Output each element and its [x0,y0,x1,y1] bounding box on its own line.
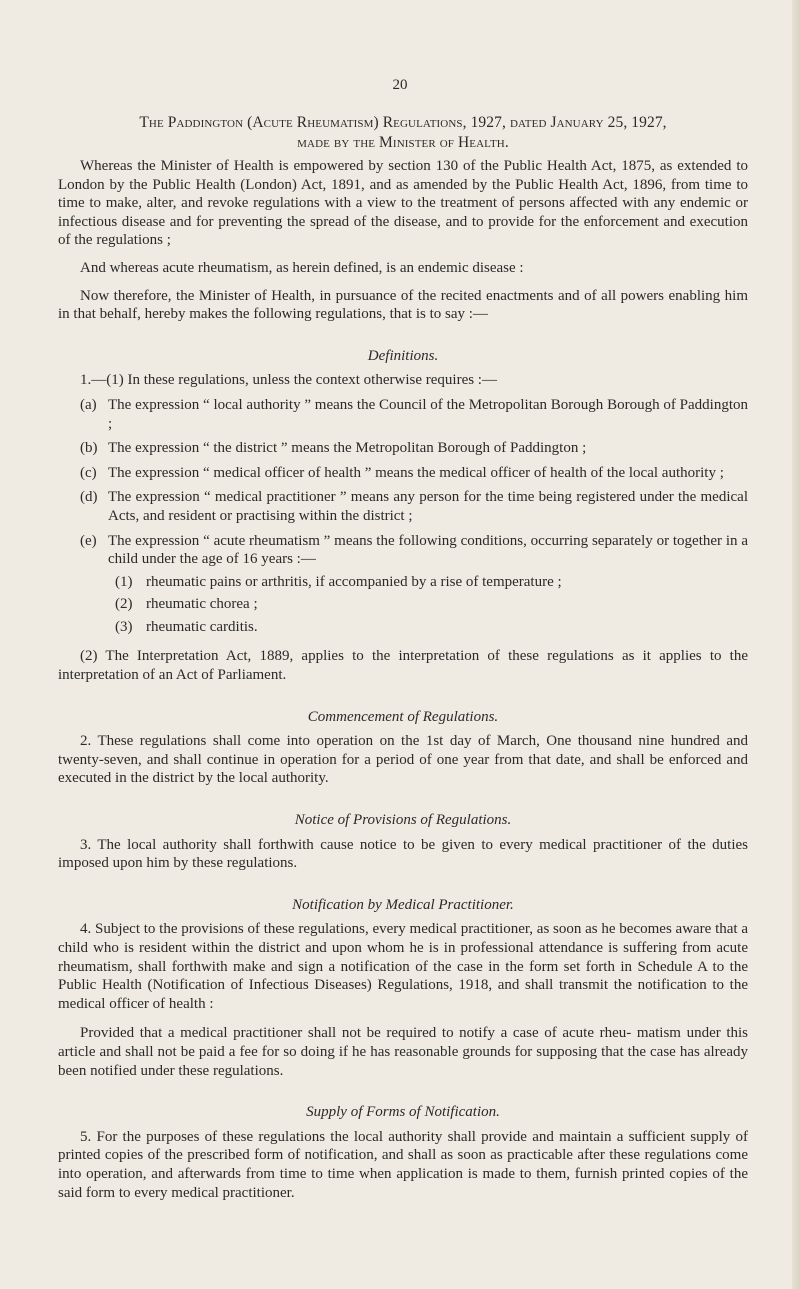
definition-marker: (b) [80,440,98,457]
preamble-whereas: Whereas the Minister of Health is empowered by section 130 of the Public Health Act, 1875, as extended to London by the Public Health (London) Act, 1891, and as amended by the Public Health Act, 1896, from time to time to make, alter, and revoke regulations with a view to the treatment of persons affected with any endemic or infectious disease and for preventing the spread of the disease, and to provide for the enforcement and execution of the regulations ; [58,158,748,249]
definition-text: The expression “ medical officer of health ” means the medical officer of health of the local authority ; [108,464,724,481]
title-date: 25, 1927, [603,114,667,131]
condition-text: rheumatic chorea ; [146,596,258,613]
condition-text: rheumatic carditis. [146,618,258,635]
page-edge [792,0,800,1289]
definition-item [58,488,748,525]
title-name: The Paddington (Acute Rheumatism) Regulations [139,114,463,131]
section-heading-notice: Notice of Provisions of Regulations. [294,812,512,829]
condition-marker: (1) [115,573,133,590]
definition-item [58,439,748,458]
condition-item [58,595,748,614]
supply-paragraph: 5. For the purposes of these regulations the local authority shall provide and maintain a sufficient supply of printed copies of the prescribed form of notification, and shall as soon as practicable after these regulations come into operation, and afterwards from time to time when application is made to them, furnish printed copies of the said form to every medical practitioner. [58,1128,748,1201]
definition-marker: (a) [80,396,97,413]
commencement-paragraph: 2. These regulations shall come into operation on the 1st day of March, One thousand nine hundred and twenty-seven, and shall continue in operation for a period of one year from that date, and shall be enforced and executed in the district by the local authority. [58,733,748,787]
section-heading-notification: Notification by Medical Practitioner. [292,896,514,913]
definition-item [58,464,748,483]
notice-paragraph: 3. The local authority shall forthwith cause notice to be given to every medical practitioner of the duties imposed upon him by these regulations. [58,836,748,872]
condition-item [58,573,748,592]
document-body [58,157,748,1202]
title-dated: dated January [509,114,604,131]
condition-marker: (3) [115,618,133,635]
section-heading-definitions: Definitions. [367,347,439,364]
definition-text: The expression “ medical practitioner ” means any person for the time being registered under the medical Acts, and resident or practising within the district ; [108,489,748,524]
definition-text: The expression “ the district ” means the Metropolitan Borough of Paddington ; [108,440,587,457]
notification-paragraph: 4. Subject to the provisions of these regulations, every medical practitioner, as soon as he becomes aware that a child who is resident within the district and upon whom he is in professional attendance is suffering from acute rheumatism, shall forthwith make and sign a notification of the case in the form set forth in Schedule A to the Public Health (Notification of Infectious Diseases) Regulations, 1918, and shall transmit the notification to the medical officer of health : [58,921,748,1012]
title-line-2: made by the Minister of Health. [297,134,509,151]
condition-text: rheumatic pains or arthritis, if accompanied by a rise of temperature ; [146,573,562,590]
preamble-now-therefore: Now therefore, the Minister of Health, in pursuance of the recited enactments and of all powers enabling him in that behalf, hereby makes the following regulations, that is to say :— [58,287,748,323]
notification-proviso: Provided that a medical practitioner shall not be required to notify a case of acute rheu- matism under this article and shall not be paid a fee for so doing if he has reasonable grounds for supposing that the case has already been notified under these regulations. [58,1025,748,1079]
condition-item [58,618,748,637]
interpretation-paragraph: (2) The Interpretation Act, 1889, applies to the interpretation of these regulations as it applies to the interpretation of an Act of Parliament. [58,648,748,684]
section-heading-commencement: Commencement of Regulations. [307,708,499,725]
definition-item [58,396,748,433]
definition-marker: (d) [80,489,98,506]
page-number: 20 [392,77,408,93]
definition-item [58,532,748,569]
preamble-and-whereas: And whereas acute rheumatism, as herein defined, is an endemic disease : [80,259,524,276]
title-line-1 [58,113,748,133]
definition-text: The expression “ acute rheumatism ” means the following conditions, occurring separately or together in a child under the age of 16 years :— [108,532,748,568]
regulation-title [58,113,748,153]
definition-text: The expression “ local authority ” means the Council of the Metropolitan Borough Borough of Paddington ; [108,396,748,432]
definition-marker: (e) [80,532,97,549]
definition-marker: (c) [80,464,97,481]
definitions-intro: 1.—(1) In these regulations, unless the context otherwise requires :— [80,372,497,389]
title-year: , 1927, [462,114,510,131]
section-heading-supply: Supply of Forms of Notification. [306,1104,500,1121]
condition-marker: (2) [115,596,133,613]
